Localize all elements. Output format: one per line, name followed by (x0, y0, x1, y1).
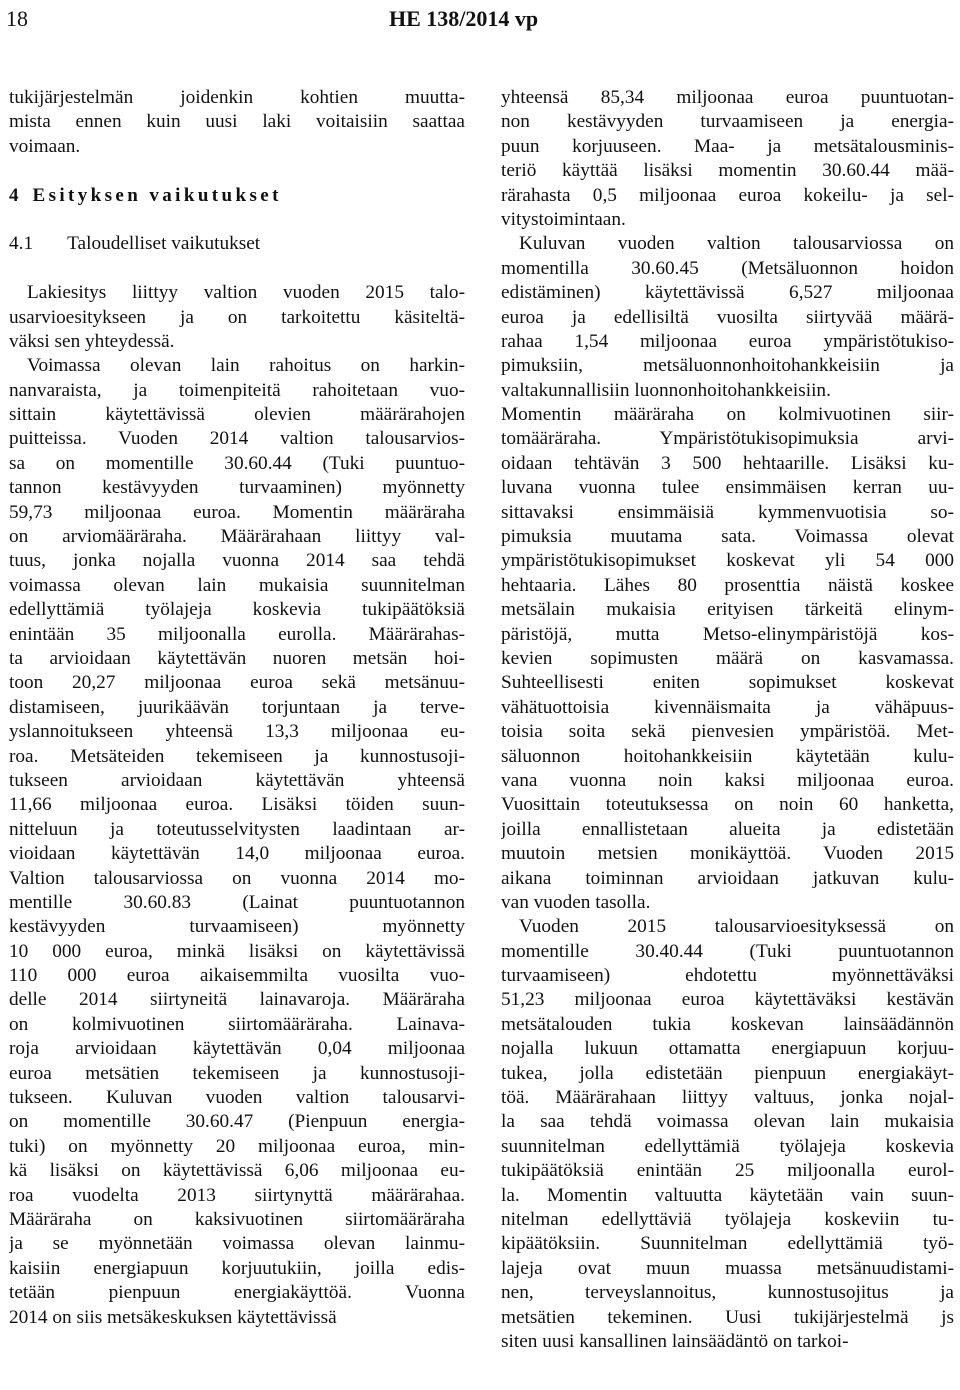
text-line: toisia soita sekä pienvesien ympäristöä. Met- (501, 721, 954, 743)
text-line: ympäristötukisopimukset koskevat yli 54 000 (501, 550, 954, 572)
paragraph-gap (9, 257, 465, 281)
text-line: la. Momentin valtuutta käytetään vain suun- (501, 1184, 954, 1206)
text-line: lajeja ovat muun muassa metsänuudistami- (501, 1257, 954, 1279)
text-line: luvana vuonna tulee ensimmäisen kerran uu- (501, 477, 954, 499)
paragraph-gap (9, 208, 465, 232)
text-line: voimaan. (9, 135, 81, 157)
text-line: 51,23 miljoonaa euroa käytettäväksi kestävän (501, 989, 954, 1011)
text-line: distamiseen, juurikäävän torjuntaan ja terve- (9, 696, 465, 718)
text-line: väksi sen yhteydessä. (9, 330, 175, 352)
text-line: momentilla 30.60.45 (Metsäluonnon hoidon (501, 257, 954, 279)
text-line: päristöjä, mutta Metso-elinympäristöjä kos- (501, 623, 954, 645)
text-line: kevien sopimusten määrä on kasvamassa. (501, 647, 954, 669)
text-line: ta arvioidaan käytettävän nuoren metsän hoi- (9, 647, 465, 669)
text-line: hehtaaria. Lähes 80 prosenttia näistä koskee (501, 574, 954, 596)
text-line: roja arvioidaan käytettävän 0,04 miljoonaa (9, 1038, 465, 1060)
text-line: puitteissa. Vuoden 2014 valtion talousarvios- (9, 428, 465, 450)
text-line: tukseen. Kuluvan vuoden valtion talousarvi- (9, 1087, 465, 1109)
text-line: on momentille 30.60.47 (Pienpuun energia- (9, 1111, 465, 1133)
text-line: euroa ja edellisiltä vuosilta siirtyvää määrä- (501, 306, 954, 328)
text-line: roa. Metsäteiden tekemiseen ja kunnostusoji- (9, 745, 465, 767)
text-line: teriö käyttää lisäksi momentin 30.60.44 mää- (501, 160, 954, 182)
text-line: usarvioesitykseen ja on tarkoitettu käsiteltä- (9, 306, 465, 328)
section-title: Esityksen vaikutukset (32, 184, 282, 206)
text-line: tukipäätöksiä enintään 25 miljoonalla eurol- (501, 1160, 954, 1182)
paragraph-gap (9, 159, 465, 183)
text-line: Kuluvan vuoden valtion talousarviossa on (519, 233, 954, 255)
text-line: kaisiin energiapuun korjuutukiin, joilla edis- (9, 1257, 465, 1279)
subsection-heading (9, 232, 465, 256)
document-id: HE 138/2014 vp (389, 6, 539, 31)
text-line: toon 20,27 miljoonaa euroa sekä metsänuu- (9, 672, 465, 694)
text-line: siten uusi kansallinen lainsäädäntö on tarkoi- (501, 1330, 849, 1352)
text-line: vähätuottoisia kivennäismaita ja vähäpuus- (501, 696, 954, 718)
text-line: 10 000 euroa, minkä lisäksi on käytettävissä (9, 940, 465, 962)
text-line: puun korjuuseen. Maa- ja metsätalousminis- (501, 135, 954, 157)
text-line: vana vuonna noin kaksi miljoonaa euroa. (501, 769, 954, 791)
text-line: metsälain mukaisia erityisen tärkeitä elinym- (501, 599, 954, 621)
text-line: ja se myönnetään voimassa olevan lainmu- (9, 1233, 465, 1255)
text-line: roa vuodelta 2013 siirtynyttä määrärahaa. (9, 1184, 465, 1206)
text-line: kestävyyden turvaamiseen) myönnetty (9, 916, 465, 938)
right-column (501, 86, 954, 1354)
text-line: tukijärjestelmän joidenkin kohtien muutta- (9, 87, 465, 108)
text-line: enintään 35 miljoonalla eurolla. Määrärahas- (9, 623, 465, 645)
text-line: la saa tehdä voimassa olevan lain mukaisia (501, 1111, 954, 1133)
text-line: nojalla lukuun ottamatta energiapuun korjuu- (501, 1038, 954, 1060)
text-line: Voimassa olevan lain rahoitus on harkin- (27, 355, 465, 377)
text-line: aikana toiminnan arvioidaan jatkuvan kulu- (501, 867, 954, 889)
text-line: metsätien tekeminen. Uusi tukijärjestelmä js (501, 1306, 954, 1328)
text-line: on kolmivuotinen siirtomääräraha. Lainava- (9, 1013, 465, 1035)
text-line: tukea, jolla edistetään pienpuun energiakäyt- (501, 1062, 954, 1084)
left-column (9, 86, 465, 1330)
text-line: Lakiesitys liittyy valtion vuoden 2015 talo- (27, 282, 465, 304)
text-line: Momentin määräraha on kolmivuotinen siir- (501, 404, 954, 426)
text-line: yslannoitukseen yhteensä 13,3 miljoonaa eu- (9, 721, 465, 743)
text-line: pimuksiin, metsäluonnonhoitohankkeisiin ja (501, 355, 954, 377)
text-line: tomääräraha. Ympäristötukisopimuksia arvi- (501, 428, 954, 450)
text-line: nanvaraista, ja toimenpiteitä rahoitetaan vuo- (9, 379, 465, 401)
text-line: Vuoden 2015 talousarvioesityksessä on (519, 916, 954, 938)
text-line: tukseen arvioidaan käytettävän yhteensä (9, 769, 465, 791)
text-line: töä. Määrärahaan liittyy valtuus, jonka nojal- (501, 1087, 954, 1109)
text-line: 59,73 miljoonaa euroa. Momentin määräraha (9, 501, 465, 523)
text-line: euroa metsätien tekemiseen ja kunnostusoji- (9, 1062, 465, 1084)
text-line: Vuosittain toteutuksessa on noin 60 hanketta, (501, 794, 954, 816)
text-line: pimuksia muutama sata. Voimassa olevat (501, 526, 954, 548)
text-line: van vuoden tasolla. (501, 891, 651, 913)
text-line: delle 2014 siirtyneitä lainavaroja. Määräraha (9, 989, 465, 1011)
text-line: voimassa olevan lain mukaisia suunnitelman (9, 574, 465, 596)
text-line: säluonnon hoitohankkeisiin käytetään kulu- (501, 745, 954, 767)
text-line: valtakunnallisiin luonnonhoitohankkeisiin. (501, 379, 831, 401)
text-line: on arviomääräraha. Määrärahaan liittyy val- (9, 526, 465, 548)
text-line: yhteensä 85,34 miljoonaa euroa puuntuotan- (501, 87, 954, 108)
text-line: oidaan tehtävän 3 500 hehtaarille. Lisäksi ku- (501, 452, 954, 474)
text-line: metsätalouden tukia koskevan lainsäädännön (501, 1013, 954, 1035)
text-line: muutoin metsien monikäyttöä. Vuoden 2015 (501, 843, 954, 865)
text-line: rärahasta 0,5 miljoonaa euroa kokeilu- ja sel- (501, 184, 954, 206)
text-line: nitteluun ja toteutusselvitysten laadintaan ar- (9, 818, 465, 840)
text-line: kä lisäksi on käytettävissä 6,06 miljoonaa eu- (9, 1160, 465, 1182)
text-line: tuki) on myönnetty 20 miljoonaa euroa, min- (9, 1135, 465, 1157)
section-heading (9, 184, 465, 208)
text-line: suunnitelman edellyttämiä työlajeja koskevia (501, 1135, 954, 1157)
text-line: mentille 30.60.83 (Lainat puuntuotannon (9, 891, 465, 913)
text-line: non kestävyyden turvaamiseen ja energia- (501, 111, 954, 133)
text-line: sa on momentille 30.60.44 (Tuki puuntuo- (9, 452, 465, 474)
text-line: tuus, jonka nojalla vuonna 2014 saa tehdä (9, 550, 465, 572)
text-line: Suhteellisesti eniten sopimukset koskevat (501, 672, 954, 694)
page-number: 18 (6, 6, 28, 31)
text-line: rahaa 1,54 miljoonaa euroa ympäristötukiso- (501, 330, 954, 352)
subsection-title: Taloudelliset vaikutukset (67, 233, 261, 255)
text-line: sittavaksi ensimmäisiä kymmenvuotisia so- (501, 501, 954, 523)
section-number: 4 (9, 184, 19, 206)
text-line: Määräraha on kaksivuotinen siirtomääräraha (9, 1208, 465, 1230)
text-line: edellyttämiä työlajeja koskevia tukipäätöksiä (9, 599, 465, 621)
text-line: nitelman edellyttäviä työlajeja koskeviin tu- (501, 1208, 954, 1230)
subsection-number: 4.1 (9, 233, 34, 255)
text-line: tannon kestävyyden turvaaminen) myönnetty (9, 477, 465, 499)
text-line: 110 000 euroa aikaisemmilta vuosilta vuo- (9, 965, 465, 987)
text-line: vitystoimintaan. (501, 208, 626, 230)
text-line: Valtion talousarviossa on vuonna 2014 mo- (9, 867, 465, 889)
text-line: momentille 30.40.44 (Tuki puuntuotannon (501, 940, 954, 962)
text-line: mista ennen kuin uusi laki voitaisiin saattaa (9, 111, 465, 133)
text-line: 11,66 miljoonaa euroa. Lisäksi töiden suun- (9, 794, 465, 816)
text-line: edistäminen) käytettävissä 6,527 miljoonaa (501, 282, 954, 304)
text-line: 2014 on siis metsäkeskuksen käytettävissä (9, 1306, 337, 1328)
text-line: turvaamiseen) ehdotettu myönnettäväksi (501, 965, 954, 987)
text-line: joilla ennallistetaan alueita ja edistetään (501, 818, 954, 840)
text-line: kipäätöksiin. Suunnitelman edellyttämiä työ- (501, 1233, 954, 1255)
text-line: nen, terveyslannoitus, kunnostusojitus ja (501, 1282, 954, 1304)
text-line: sittain käytettävissä olevien määrärahojen (9, 404, 465, 426)
text-line: vioidaan käytettävän 14,0 miljoonaa euroa. (9, 843, 465, 865)
page-header (0, 0, 960, 40)
text-line: tetään pienpuun energiakäyttöä. Vuonna (9, 1282, 465, 1304)
